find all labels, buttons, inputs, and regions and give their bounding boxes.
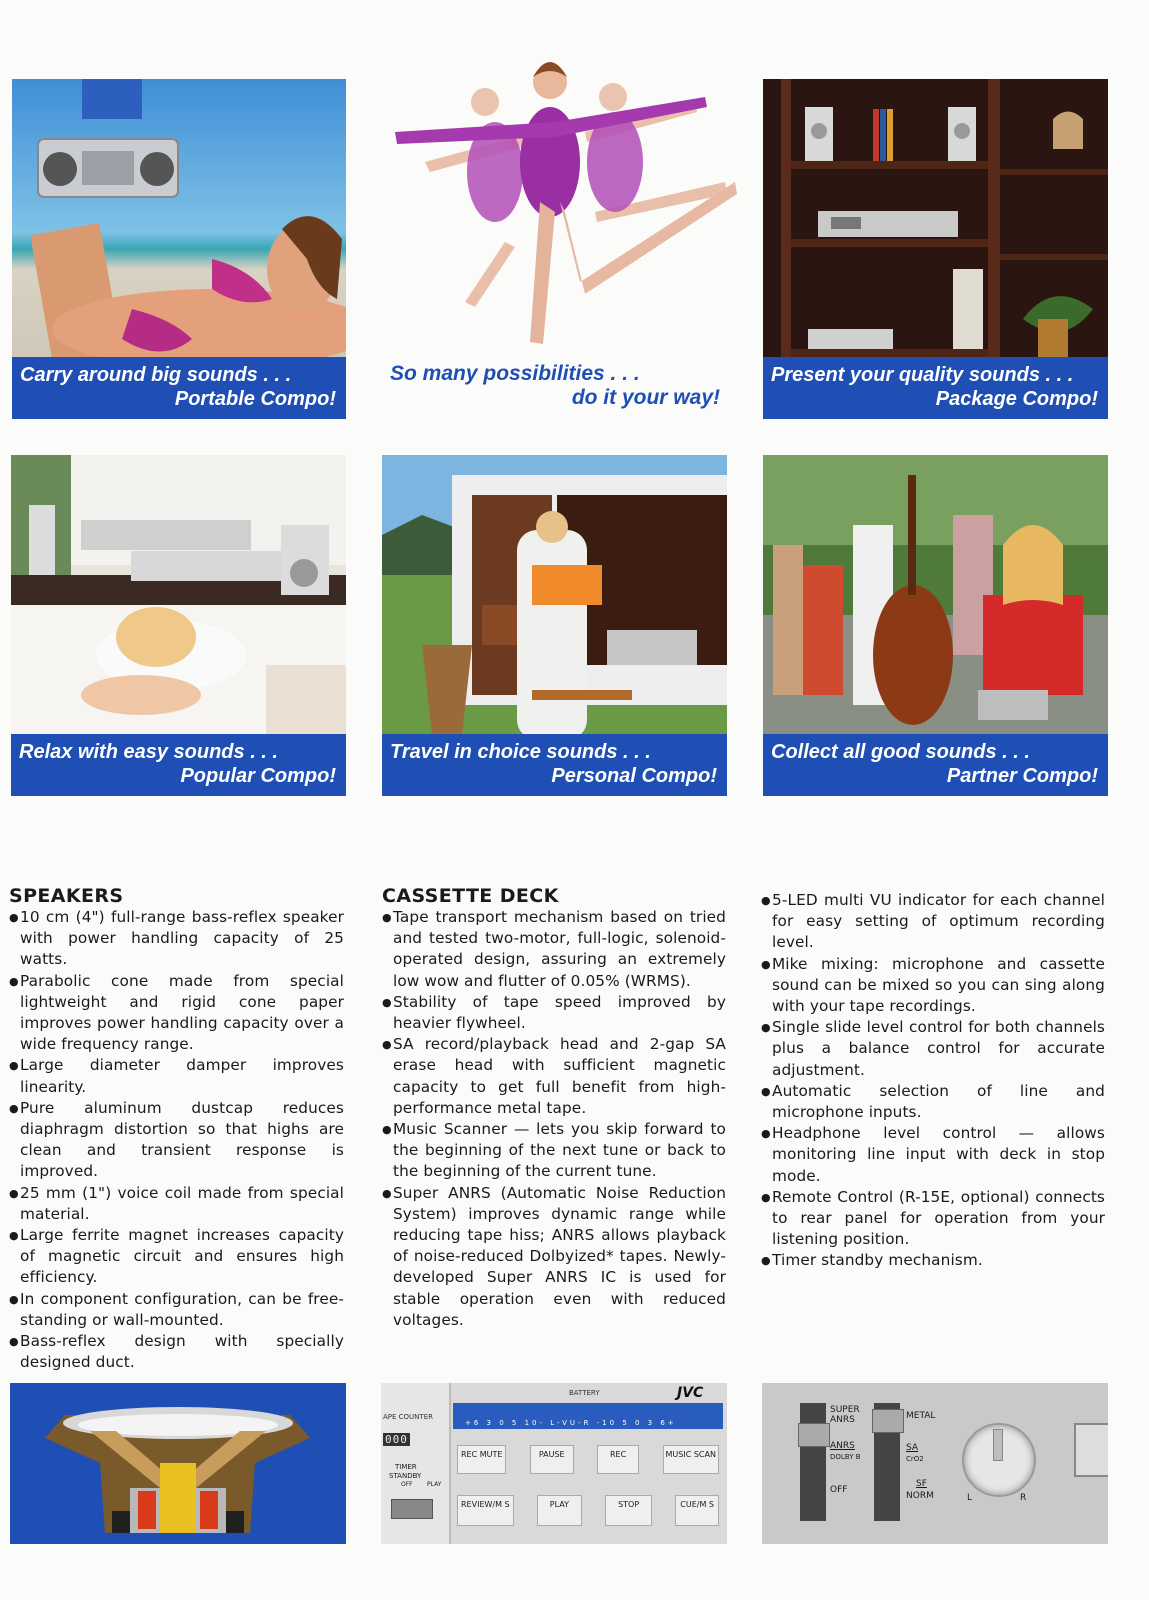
speaker-cutaway-photo [10, 1383, 346, 1544]
photo-dancer [365, 22, 745, 357]
switch-panel-photo [762, 1383, 1108, 1544]
caption-partner [763, 734, 1108, 796]
cassette-heading: CASSETTE DECK [382, 885, 559, 907]
list-item: ● Remote Control (R-15E, optional) connects to rear panel for operation from your listening position. [761, 1187, 1105, 1251]
list-item: ● Large diameter damper improves linearity. [9, 1055, 344, 1097]
caption-popular-line1: Relax with easy sounds . . . [19, 741, 278, 763]
tape-counter-display: 000 [385, 1433, 408, 1446]
battery-label: BATTERY [569, 1389, 600, 1397]
list-item: ● SA record/playback head and 2-gap SA erase head with sufficient magnetic capacity to get full benefit from high-performance metal tape. [382, 1034, 726, 1119]
balance-right-label: R [1020, 1493, 1027, 1503]
standby-label: STANDBY [389, 1472, 422, 1480]
anrs-switch[interactable] [800, 1403, 826, 1521]
sa-label: SA [906, 1443, 919, 1453]
caption-center-line2: do it your way! [571, 386, 720, 409]
speakers-section [9, 885, 344, 1373]
list-item: ● Automatic selection of line and microphone inputs. [761, 1081, 1105, 1123]
list-item: ● Large ferrite magnet increases capacity of magnetic circuit and ensures high efficiency. [9, 1225, 344, 1289]
anrs-off-label: OFF [830, 1485, 848, 1495]
timer-label: TIMER [395, 1463, 417, 1471]
features-list [761, 890, 1105, 1272]
list-item: ● Pure aluminum dustcap reduces diaphragm distortion so that highs are clean and transient response is improved. [9, 1098, 344, 1183]
list-item: ● Single slide level control for both channels plus a balance control for accurate adjustment. [761, 1017, 1105, 1081]
caption-popular-line2: Popular Compo! [180, 765, 336, 787]
cue-button[interactable]: CUE/M S [675, 1495, 719, 1526]
speakers-list [9, 907, 344, 1373]
stop-button[interactable]: STOP [605, 1495, 652, 1526]
speakers-heading: SPEAKERS [9, 885, 124, 907]
music-scan-button[interactable]: MUSIC SCAN [663, 1445, 719, 1474]
pause-button[interactable]: PAUSE [530, 1445, 574, 1474]
review-button[interactable]: REVIEW/M S [457, 1495, 514, 1526]
photo-personal-van [382, 455, 727, 796]
list-item: ● 25 mm (1") voice coil made from special material. [9, 1183, 344, 1225]
balance-left-label: L [967, 1493, 973, 1503]
caption-center-line1: So many possibilities . . . [390, 362, 640, 385]
dancer-image [365, 22, 745, 357]
list-item: ● Timer standby mechanism. [761, 1250, 1105, 1271]
caption-partner-line2: Partner Compo! [946, 765, 1098, 787]
caption-package-line1: Present your quality sounds . . . [771, 364, 1074, 386]
photo-package-shelf [763, 79, 1108, 419]
caption-partner-line1: Collect all good sounds . . . [771, 741, 1030, 763]
tape-counter-label: APE COUNTER [383, 1413, 433, 1421]
caption-personal-line1: Travel in choice sounds . . . [390, 741, 651, 763]
deck-buttons-bottom [457, 1495, 719, 1526]
timer-switch[interactable] [391, 1499, 433, 1519]
dolby-b-label: DOLBY B [830, 1453, 861, 1461]
list-item: ● Tape transport mechanism based on tried and tested two-motor, full-logic, solenoid-operated design, assuring an extremely low wow and flutter of 0.05% (WRMS). [382, 907, 726, 992]
vu-scale: +6 3 0 5 10- L-VU-R -10 5 0 3 6+ [465, 1419, 677, 1427]
photo-partner-park [763, 455, 1108, 796]
speaker-cutaway-image [10, 1383, 346, 1544]
anrs-label: ANRS [830, 1441, 855, 1451]
list-item: ● 10 cm (4") full-range bass-reflex speaker with power handling capacity of 25 watts. [9, 907, 344, 971]
caption-personal [382, 734, 727, 796]
list-item: ● Stability of tape speed improved by heavier flywheel. [382, 992, 726, 1034]
timer-off-label: OFF [401, 1481, 413, 1488]
jvc-logo: JVC [677, 1385, 704, 1401]
rec-button[interactable]: REC [597, 1445, 639, 1474]
balance-knob-pointer [993, 1429, 1003, 1461]
tape-switch-knob [872, 1409, 904, 1433]
caption-portable [12, 357, 346, 419]
cro2-label: CrO2 [906, 1455, 924, 1463]
metal-label: METAL [906, 1411, 936, 1421]
cassette-list [382, 907, 726, 1331]
features-section [761, 890, 1105, 1272]
timer-play-label: PLAY [427, 1481, 442, 1488]
anrs-switch-knob [798, 1423, 830, 1447]
list-item: ● Mike mixing: microphone and cassette sound can be mixed so you can sing along with your tape recordings. [761, 954, 1105, 1018]
play-button[interactable]: PLAY [537, 1495, 582, 1526]
photo-portable-beach [12, 79, 346, 419]
caption-package [763, 357, 1108, 419]
caption-portable-line1: Carry around big sounds . . . [20, 364, 292, 386]
cassette-section [382, 885, 726, 1331]
caption-popular [11, 734, 346, 796]
list-item: ● In component configuration, can be free-standing or wall-mounted. [9, 1289, 344, 1331]
list-item: ● Bass-reflex design with specially designed duct. [9, 1331, 344, 1373]
rec-mute-button[interactable]: REC MUTE [457, 1445, 506, 1474]
list-item: ● Music Scanner — lets you skip forward to the beginning of the next tune or back to the beginning of the current tune. [382, 1119, 726, 1183]
sf-label: SF [916, 1479, 927, 1489]
deck-buttons-top [457, 1445, 719, 1474]
list-item: ● Headphone level control — allows monitoring line input with deck in stop mode. [761, 1123, 1105, 1187]
super-anrs-label: SUPER ANRS [830, 1405, 860, 1425]
cassette-deck-panel [381, 1383, 727, 1544]
caption-personal-line2: Personal Compo! [551, 765, 717, 787]
caption-package-line2: Package Compo! [935, 388, 1098, 410]
side-slider[interactable] [1074, 1423, 1108, 1477]
list-item: ● 5-LED multi VU indicator for each channel for easy setting of optimum recording level. [761, 890, 1105, 954]
norm-label: NORM [906, 1491, 934, 1501]
caption-portable-line2: Portable Compo! [174, 388, 336, 410]
list-item: ● Super ANRS (Automatic Noise Reduction System) improves dynamic range while reducing tape hiss; ANRS allows playback of noise-reduced Dolbyized* tapes. Newly-developed Super ANRS IC is used for stable operation even with reduced voltages. [382, 1183, 726, 1331]
list-item: ● Parabolic cone made from special lightweight and rigid cone paper improves power handling capacity over a wide frequency range. [9, 971, 344, 1056]
photo-popular-bedroom [11, 455, 346, 796]
caption-center [388, 362, 728, 420]
